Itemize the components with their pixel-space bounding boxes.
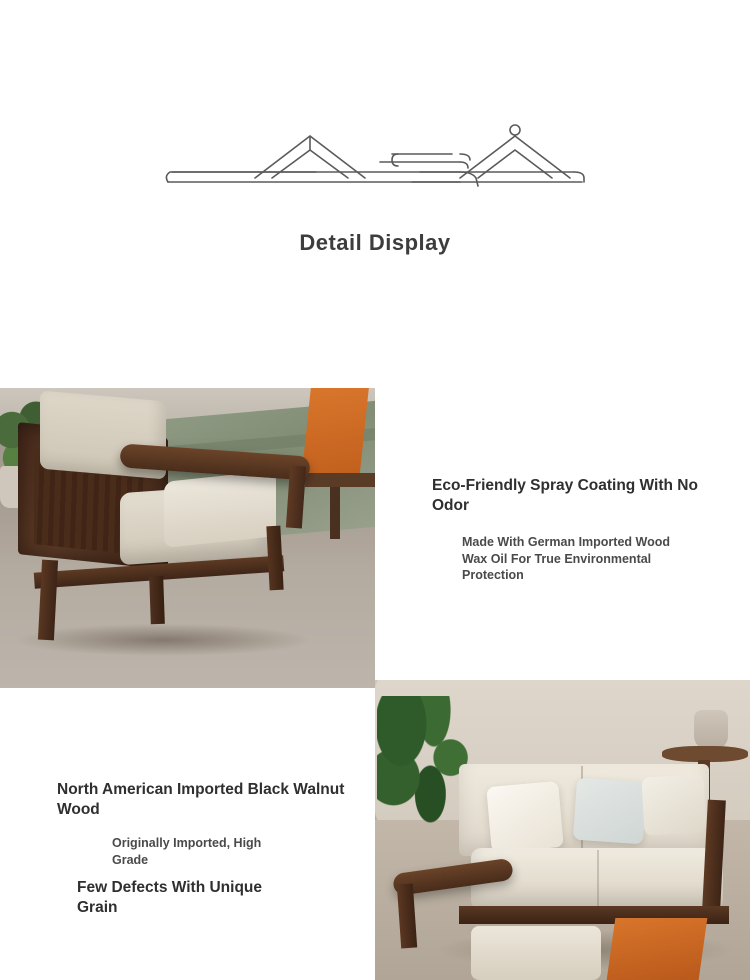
photo-orange-throw (607, 918, 708, 980)
eco-coating-subtext: Made With German Imported Wood Wax Oil For True Environmental Protection (462, 534, 670, 583)
black-walnut-heading: North American Imported Black Walnut Wood (57, 781, 345, 818)
photo-throw-pillow-right (642, 774, 707, 835)
photo-chair-shadow (18, 624, 308, 656)
photo-front-cushion (471, 926, 601, 980)
walnut-sofa-photo (375, 680, 750, 980)
page-title: Detail Display (299, 230, 451, 255)
photo-orange-throw (301, 388, 369, 480)
photo-throw-pillow-center (573, 778, 647, 845)
detail-block-eco-coating (0, 388, 750, 688)
eco-coating-heading: Eco-Friendly Spray Coating With No Odor (432, 477, 698, 514)
detail-block-black-walnut (0, 680, 750, 980)
black-walnut-heading-secondary: Few Defects With Unique Grain (77, 879, 263, 917)
eco-coating-text (432, 476, 712, 584)
photo-side-table-leg (330, 487, 340, 539)
page-header (0, 0, 750, 256)
photo-seat-cushion-front (164, 470, 276, 548)
mountain-line-ornament-icon (160, 120, 590, 200)
photo-chair-leg-center (149, 576, 165, 624)
black-walnut-subtext: Originally Imported, High Grade (112, 835, 262, 867)
photo-vase (694, 710, 728, 750)
photo-sofa-seat-seam (597, 850, 599, 908)
photo-plant (377, 696, 469, 836)
photo-throw-pillow-left (486, 781, 563, 853)
walnut-armchair-photo (0, 388, 375, 688)
black-walnut-text (57, 780, 357, 918)
photo-side-table (305, 473, 375, 487)
